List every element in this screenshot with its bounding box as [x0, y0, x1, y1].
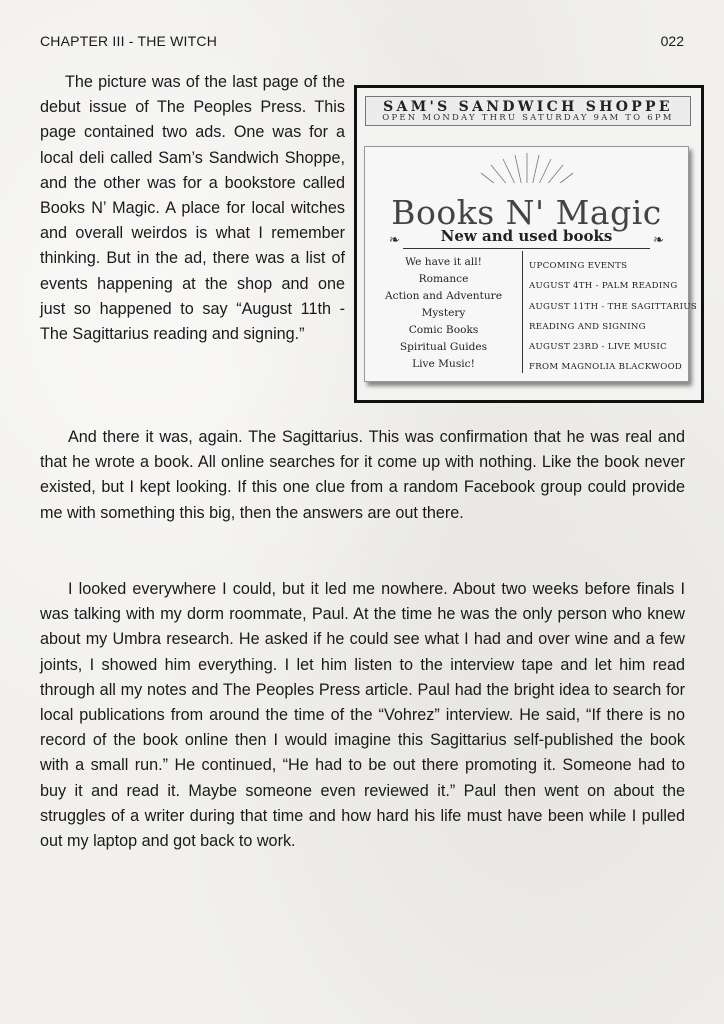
sams-sandwich-ad — [365, 96, 691, 126]
paragraph-2: And there it was, again. The Sagittarius. This was confirmation that he was real and that he wrote a book. All online searches for it come up with nothing. Like the book never existed, but I kept looking. If this one clue from a random Facebook group could provide me with something this big, then the answers are out there. — [40, 428, 685, 522]
event-item: AUGUST 11TH - THE SAGITTARIUS — [529, 301, 698, 312]
genre-item: Spiritual Guides — [399, 341, 488, 353]
event-item: UPCOMING EVENTS — [529, 261, 628, 271]
events-list — [529, 256, 698, 378]
event-item: FROM MAGNOLIA BLACKWOOD — [529, 362, 683, 373]
sams-name: SAM'S SANDWICH SHOPPE — [383, 99, 673, 115]
sams-hours: OPEN MONDAY THRU SATURDAY 9AM TO 6PM — [382, 113, 674, 123]
books-n-magic-ad — [364, 146, 698, 382]
page-number: 022 — [660, 33, 684, 49]
genre-item: Romance — [418, 273, 469, 285]
genre-item: Action and Adventure — [384, 290, 502, 302]
books-title: Books N' Magic — [391, 193, 662, 232]
genre-item: We have it all! — [405, 256, 482, 268]
chapter-title: CHAPTER III - THE WITCH — [40, 33, 218, 49]
genre-item: Mystery — [421, 307, 466, 319]
event-item: AUGUST 23RD - LIVE MUSIC — [529, 342, 667, 353]
flourish-left-icon: ❧ — [389, 233, 400, 248]
genre-item: Comic Books — [408, 324, 479, 336]
page-header — [40, 33, 684, 51]
event-item: READING AND SIGNING — [529, 321, 646, 332]
flourish-right-icon: ❧ — [653, 233, 664, 248]
ad-divider — [403, 248, 650, 249]
genre-item: Live Music! — [412, 358, 475, 370]
ad-column-divider — [522, 251, 523, 373]
books-subtitle: New and used books — [440, 227, 613, 245]
paragraph-1: The picture was of the last page of the debut issue of The Peoples Press. This page contained two ads. One was for a local deli called Sam’s Sandwich Shoppe, and the other was for a bookstore called Books N’ Magic. A place for local witches and overall weirdos is what I remember thinking. But in the ad, there was a list of events happening at the shop and one just so happened to say “August 11th - The Sagittarius reading and signing.” — [40, 73, 345, 344]
event-item: AUGUST 4TH - PALM READING — [529, 281, 678, 292]
newspaper-ad-image — [354, 85, 704, 403]
genre-list — [365, 254, 522, 373]
paragraph-3: I looked everywhere I could, but it led me nowhere. About two weeks before finals I was talking with my dorm roommate, Paul. At the time he was the only person who knew about my Umbra research. He asked if he could see what I had and over wine and a few joints, I showed him everything. I let him listen to the interview tape and let him read through all my notes and The Peoples Press article. Paul had the bright idea to search for local publications from around the time of the “Vohrez” interview. He said, “If there is no record of the book online then I would imagine this Sagittarius self-published the book with a small run.” He continued, “He had to be out there promoting it. Someone had to buy it and read it. Maybe someone even reviewed it.” Paul then went on about the struggles of a writer during that time and how hard his life must have been while I pulled out my laptop and got back to work. — [40, 580, 685, 851]
